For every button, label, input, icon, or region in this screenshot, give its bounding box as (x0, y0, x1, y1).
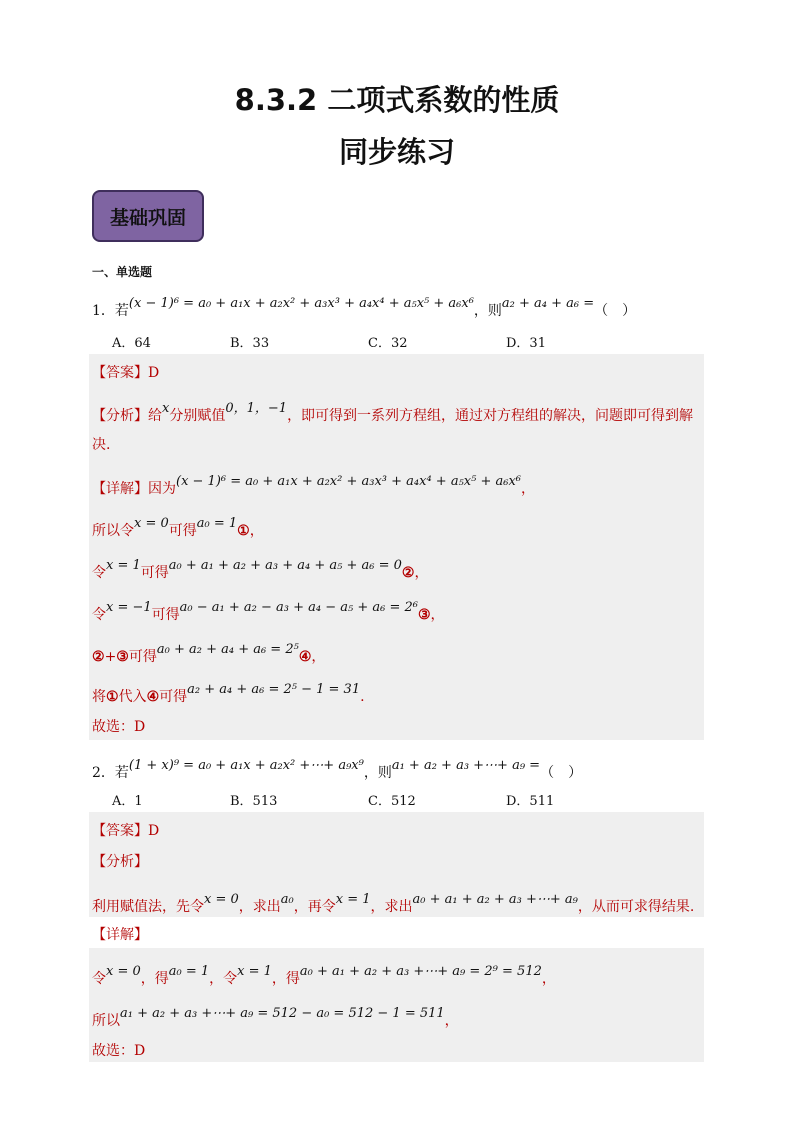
question-number: 1．若 (92, 303, 129, 319)
answer-line: 【答案】D (92, 823, 160, 839)
option-b[interactable]: B．513 (230, 794, 278, 809)
detail-step-1: 令x = 0，得a₀ = 1，令x = 1，得a₀ + a₁ + a₂ + a₃ +⋯+ a₉ = 2⁹ = 512， (92, 964, 556, 987)
question-number: 2．若 (92, 765, 129, 781)
step-5: 将①代入④可得a₂ + a₄ + a₆ = 2⁵ − 1 = 31. (92, 682, 365, 705)
step-1: 所以令x = 0可得a₀ = 1①， (92, 516, 264, 539)
answer-paren: （ ） (540, 765, 583, 781)
detail-line: 【详解】因为(x − 1)⁶ = a₀ + a₁x + a₂x² + a₃x³ + a₄x⁴ + a₅x⁵ + a₆x⁶， (92, 474, 535, 497)
step-4: ②+③可得a₀ + a₂ + a₄ + a₆ = 2⁵④， (92, 642, 326, 665)
choose-line: 故选：D (92, 1043, 146, 1059)
detail-step-2: 所以a₁ + a₂ + a₃ +⋯+ a₉ = 512 − a₀ = 512 − 1 = 511， (92, 1006, 459, 1029)
question-then: ，则 (473, 303, 502, 319)
page-title: 8.3.2 二项式系数的性质 (234, 83, 560, 117)
option-d[interactable]: D．511 (506, 794, 555, 809)
option-a[interactable]: A．64 (112, 336, 151, 351)
question-target: a₂ + a₄ + a₆ = (501, 296, 595, 311)
analysis-body: 利用赋值法，先令x = 0，求出a₀，再令x = 1，求出a₀ + a₁ + a₂ + a₃ +⋯+ a₉，从而可求得结果. (92, 892, 695, 915)
choose-line: 故选：D (92, 719, 146, 735)
section-badge: 基础巩固 (92, 190, 204, 242)
answer-paren: （ ） (594, 303, 637, 319)
page-subtitle: 同步练习 (338, 135, 455, 169)
question-2 (92, 758, 583, 782)
question-then: ，则 (363, 765, 392, 781)
step-3: 令x = −1可得a₀ − a₁ + a₂ − a₃ + a₄ − a₅ + a₆ = 2⁶③， (92, 600, 445, 623)
option-d[interactable]: D．31 (506, 336, 546, 351)
step-2: 令x = 1可得a₀ + a₁ + a₂ + a₃ + a₄ + a₅ + a₆ = 0②， (92, 558, 429, 581)
analysis-line-2: 决. (92, 437, 111, 453)
option-b[interactable]: B．33 (230, 336, 270, 351)
option-c[interactable]: C．32 (368, 336, 408, 351)
option-c[interactable]: C．512 (368, 794, 416, 809)
answer-line: 【答案】D (92, 365, 160, 381)
question-formula: (x − 1)⁶ = a₀ + a₁x + a₂x² + a₃x³ + a₄x⁴ + a₅x⁵ + a₆x⁶ (128, 296, 474, 311)
question-formula: (1 + x)⁹ = a₀ + a₁x + a₂x² +⋯+ a₉x⁹ (128, 758, 364, 773)
section-heading: 一、单选题 (92, 265, 153, 279)
analysis-line: 【分析】给x分别赋值0，1，−1，即可得到一系列方程组，通过对方程组的解决，问题即可得到解 (92, 401, 694, 424)
detail-head: 【详解】 (92, 927, 148, 943)
question-1 (92, 296, 637, 320)
analysis-head: 【分析】 (92, 854, 148, 870)
question-target: a₁ + a₂ + a₃ +⋯+ a₉ = (391, 758, 541, 773)
option-a[interactable]: A．1 (112, 794, 143, 809)
